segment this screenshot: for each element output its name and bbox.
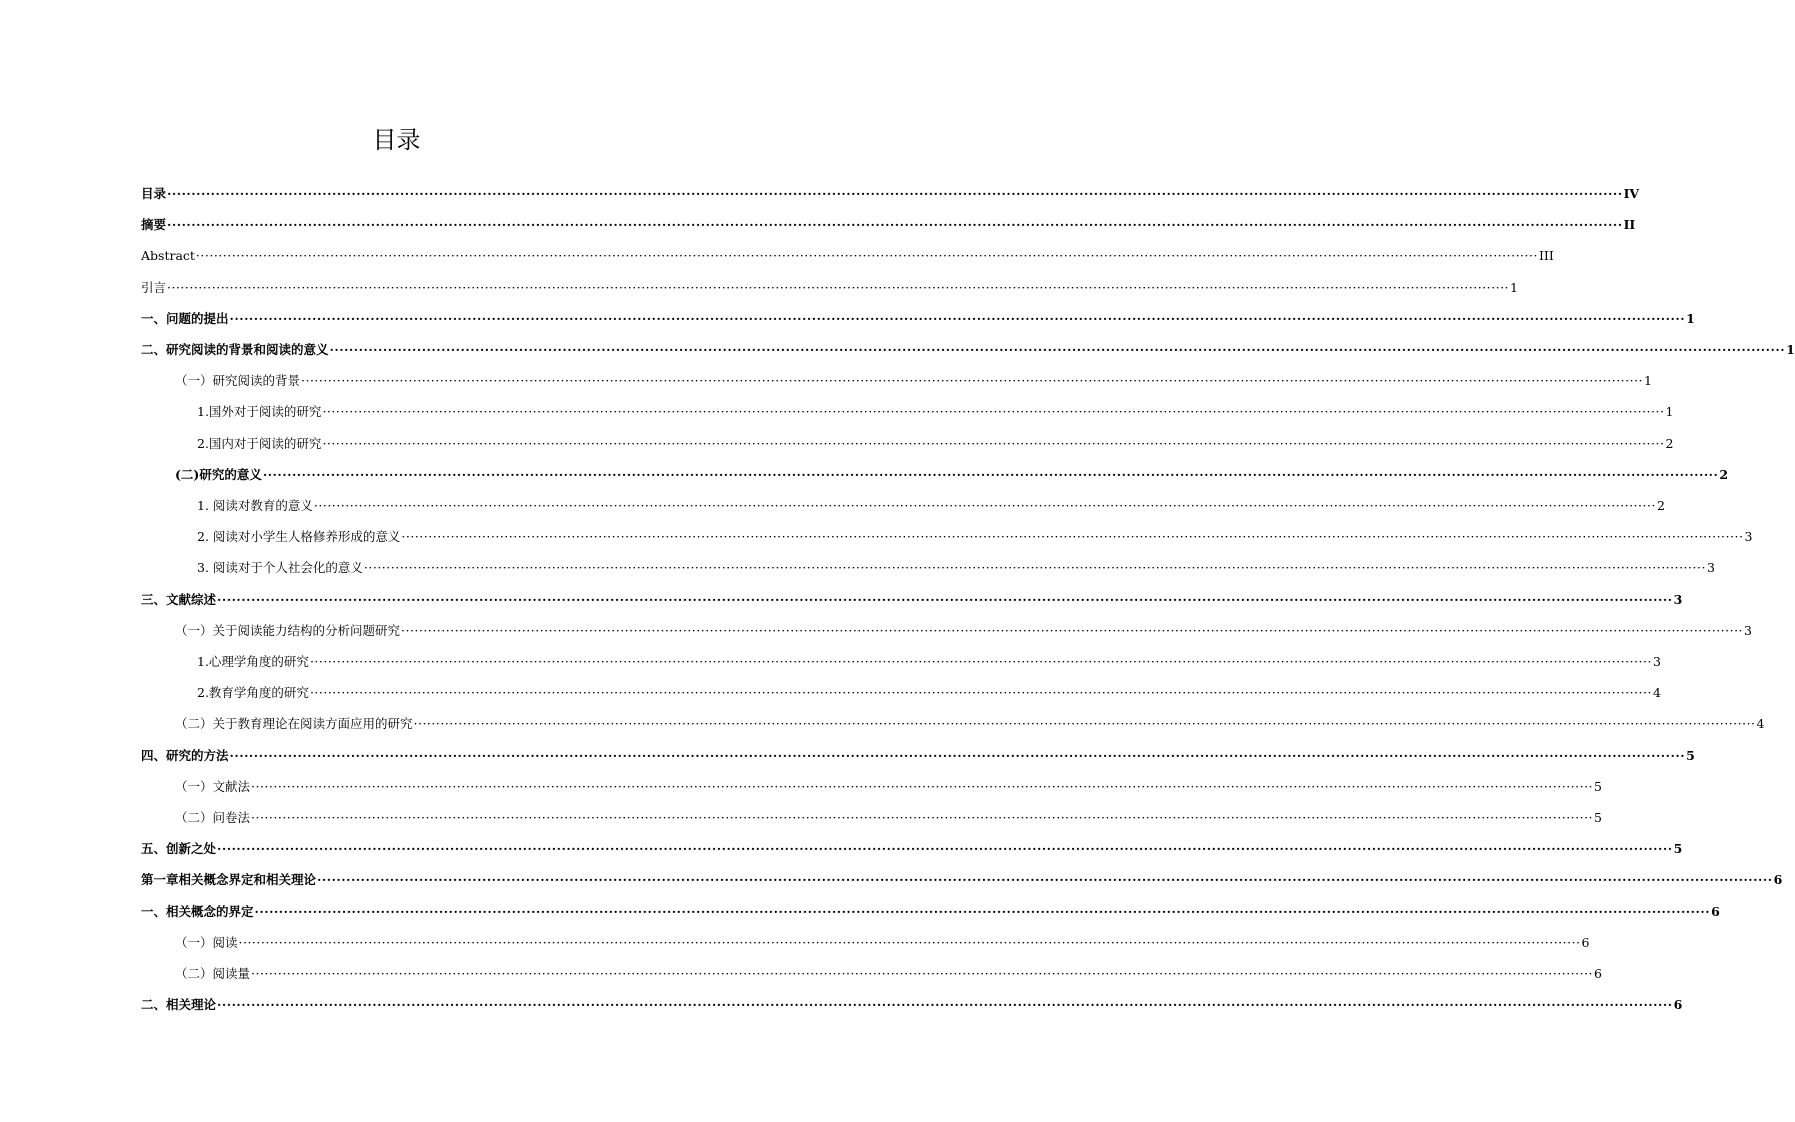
toc-entry[interactable] [141,902,1720,922]
toc-entry[interactable] [197,558,1715,578]
toc-entry-label: （一）阅读 [175,935,238,950]
toc-entry[interactable] [197,527,1753,547]
toc-leader-dots: ············································································································································································································································································································ [167,186,1623,201]
toc-entry[interactable] [175,465,1729,485]
toc-entry[interactable] [197,434,1674,454]
toc-entry-page-number: 5 [1594,779,1602,794]
toc-entry[interactable] [197,402,1674,422]
toc-entry[interactable] [175,714,1765,734]
toc-entry-page-number: 6 [1773,872,1783,887]
toc-leader-dots: ············································································································································································································································································································ [309,685,1652,700]
toc-entry-label: Abstract [141,248,195,263]
toc-entry[interactable] [141,309,1695,329]
toc-leader-dots: ············································································································································································································································································································ [238,935,1581,950]
toc-leader-dots: ············································································································································································································································································································ [217,997,1673,1012]
toc-leader-dots: ············································································································································································································································································································ [309,654,1652,669]
toc-entry-page-number: 2 [1656,498,1665,513]
toc-entry[interactable] [175,933,1590,953]
toc-leader-dots: ············································································································································································································································································································ [167,217,1623,232]
toc-leader-dots: ············································································································································································································································································································ [217,841,1673,856]
toc-leader-dots: ············································································································································································································································································································ [301,373,1644,388]
toc-entry[interactable] [197,683,1661,703]
toc-leader-dots: ············································································································································································································································································································ [254,904,1711,919]
toc-entry-label: 3. 阅读对于个人社会化的意义 [197,560,363,575]
toc-entry[interactable] [141,590,1683,610]
toc-entry-label: 引言 [141,280,167,295]
toc-leader-dots: ············································································································································································································································································································ [217,592,1673,607]
toc-entry[interactable] [141,184,1640,204]
toc-entry-page-number: 5 [1594,810,1602,825]
toc-entry-page-number: 3 [1706,560,1715,575]
toc-entry[interactable] [197,496,1665,516]
toc-leader-dots: ············································································································································································································································································································ [195,248,1538,263]
toc-entry-label: （二）阅读量 [175,966,251,981]
toc-entry-label: 二、研究阅读的背景和阅读的意义 [141,342,329,357]
toc-entry[interactable] [175,621,1752,641]
toc-entry-page-number: 6 [1581,935,1590,950]
toc-entry-page-number: 2 [1665,436,1674,451]
toc-leader-dots: ············································································································································································································································································································ [229,748,1686,763]
toc-leader-dots: ············································································································································································································································································································ [313,498,1656,513]
toc-entry-label: 一、相关概念的界定 [141,904,254,919]
toc-entry-page-number: 5 [1686,748,1695,763]
toc-leader-dots: ············································································································································································································································································································ [229,311,1686,326]
toc-entry-page-number: 3 [1744,623,1752,638]
toc-entry[interactable] [141,839,1683,859]
toc-entry-label: 目录 [141,186,167,201]
toc-leader-dots: ············································································································································································································································································································ [167,280,1510,295]
toc-entry-page-number: 1 [1686,311,1695,326]
toc-entry[interactable] [141,870,1783,890]
toc-entry-label: 2.国内对于阅读的研究 [197,436,322,451]
toc-entry-label: 2.教育学角度的研究 [197,685,309,700]
toc-entry[interactable] [141,340,1795,360]
toc-leader-dots: ············································································································································································································································································································ [322,436,1665,451]
toc-entry-label: （一）研究阅读的背景 [175,373,301,388]
toc-entry-page-number: 3 [1652,654,1661,669]
toc-leader-dots: ············································································································································································································································································································ [317,872,1773,887]
toc-leader-dots: ············································································································································································································································································································ [322,404,1665,419]
toc-entry-page-number: IV [1623,186,1640,201]
toc-entry-label: 二、相关理论 [141,997,217,1012]
toc-leader-dots: ············································································································································································································································································································ [251,966,1594,981]
toc-entry-page-number: 2 [1719,467,1729,482]
toc-leader-dots: ············································································································································································································································································································ [329,342,1786,357]
toc-entry-page-number: 1 [1665,404,1674,419]
toc-entry-label: （一）文献法 [175,779,251,794]
toc-leader-dots: ············································································································································································································································································································ [363,560,1706,575]
toc-leader-dots: ············································································································································································································································································································ [401,529,1744,544]
toc-entry-label: 2. 阅读对小学生人格修养形成的意义 [197,529,401,544]
toc-entry-page-number: II [1623,217,1636,232]
toc-entry-label: 第一章相关概念界定和相关理论 [141,872,317,887]
toc-entry-label: 1. 阅读对教育的意义 [197,498,313,513]
toc-entry-label: 1.心理学角度的研究 [197,654,309,669]
toc-entry-page-number: 1 [1510,280,1518,295]
toc-entry-label: （二）关于教育理论在阅读方面应用的研究 [175,716,413,731]
toc-entry-page-number: 6 [1711,904,1720,919]
toc-entry-page-number: 1 [1786,342,1795,357]
toc-entry[interactable] [141,215,1636,235]
toc-entry-label: (二)研究的意义 [175,467,262,482]
toc-entry-label: 五、创新之处 [141,841,217,856]
toc-entry[interactable] [175,777,1602,797]
toc-entry-page-number: 1 [1644,373,1652,388]
toc-entry[interactable] [175,964,1602,984]
toc-entry[interactable] [175,371,1652,391]
toc-entry-label: 一、问题的提出 [141,311,229,326]
toc-entry-label: 1.国外对于阅读的研究 [197,404,322,419]
toc-entry-label: （二）问卷法 [175,810,251,825]
page-title: 目录 [372,126,421,154]
toc-leader-dots: ············································································································································································································································································································ [413,716,1756,731]
toc-entry-page-number: III [1538,248,1554,263]
toc-entry[interactable] [175,808,1602,828]
toc-entry-page-number: 3 [1673,592,1683,607]
toc-entry-page-number: 3 [1744,529,1753,544]
toc-entry[interactable] [141,746,1695,766]
toc-entry[interactable] [141,278,1518,298]
toc-entry-label: （一）关于阅读能力结构的分析问题研究 [175,623,401,638]
toc-entry-page-number: 4 [1652,685,1661,700]
toc-entry[interactable] [141,995,1683,1015]
toc-leader-dots: ············································································································································································································································································································ [251,779,1594,794]
toc-leader-dots: ············································································································································································································································································································ [251,810,1594,825]
toc-entry[interactable] [197,652,1661,672]
toc-entry-page-number: 4 [1756,716,1765,731]
toc-entry-label: 四、研究的方法 [141,748,229,763]
toc-leader-dots: ············································································································································································································································································································ [401,623,1744,638]
toc-entry-label: 三、文献综述 [141,592,217,607]
toc-entry[interactable] [141,246,1554,266]
toc-entry-label: 摘要 [141,217,167,232]
toc-entry-page-number: 5 [1673,841,1683,856]
toc-entry-page-number: 6 [1673,997,1683,1012]
toc-entry-page-number: 6 [1594,966,1602,981]
toc-leader-dots: ············································································································································································································································································································ [262,467,1719,482]
